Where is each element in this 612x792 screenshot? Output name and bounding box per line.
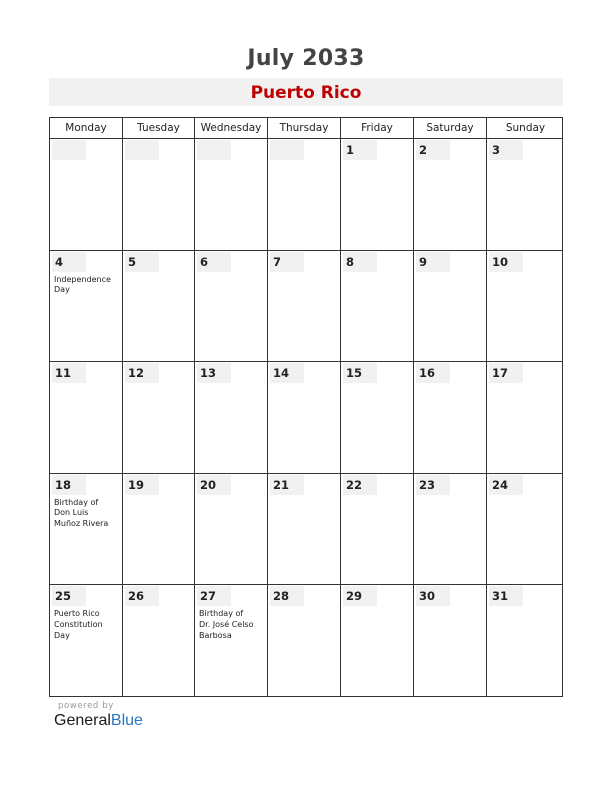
day-number bbox=[52, 140, 86, 160]
day-cell-9[interactable] bbox=[413, 251, 486, 362]
calendar-week-row bbox=[50, 139, 562, 251]
day-cell-13[interactable] bbox=[194, 362, 267, 473]
day-number: 12 bbox=[125, 363, 159, 383]
day-number: 28 bbox=[270, 586, 304, 606]
powered-by-label: powered by bbox=[58, 701, 114, 711]
day-cell-3[interactable] bbox=[486, 139, 564, 250]
day-cell-31[interactable] bbox=[486, 585, 564, 697]
day-number bbox=[270, 140, 304, 160]
day-cell-27[interactable] bbox=[194, 585, 267, 697]
day-number: 2 bbox=[416, 140, 450, 160]
day-number: 26 bbox=[125, 586, 159, 606]
day-cell-11[interactable] bbox=[50, 362, 122, 473]
day-number: 4 bbox=[52, 252, 86, 272]
holiday-label: Independence Day bbox=[54, 274, 111, 295]
calendar-title: July 2033 bbox=[247, 46, 365, 71]
day-cell-5[interactable] bbox=[122, 251, 194, 362]
day-number: 15 bbox=[343, 363, 377, 383]
generalblue-logo[interactable] bbox=[54, 712, 143, 730]
day-cell-17[interactable] bbox=[486, 362, 564, 473]
day-number: 19 bbox=[125, 475, 159, 495]
weekday-header-tuesday: Tuesday bbox=[122, 118, 194, 138]
day-cell-26[interactable] bbox=[122, 585, 194, 697]
calendar-week-row bbox=[50, 474, 562, 586]
day-number: 7 bbox=[270, 252, 304, 272]
day-cell-21[interactable] bbox=[267, 474, 340, 585]
day-cell-empty[interactable] bbox=[50, 139, 122, 250]
day-number: 21 bbox=[270, 475, 304, 495]
day-cell-20[interactable] bbox=[194, 474, 267, 585]
weekday-header-saturday: Saturday bbox=[413, 118, 486, 138]
day-number: 24 bbox=[489, 475, 523, 495]
day-number: 16 bbox=[416, 363, 450, 383]
day-cell-30[interactable] bbox=[413, 585, 486, 697]
day-number: 20 bbox=[197, 475, 231, 495]
day-number: 11 bbox=[52, 363, 86, 383]
day-cell-12[interactable] bbox=[122, 362, 194, 473]
day-number: 9 bbox=[416, 252, 450, 272]
day-number: 25 bbox=[52, 586, 86, 606]
day-cell-4[interactable] bbox=[50, 251, 122, 362]
day-number: 30 bbox=[416, 586, 450, 606]
holiday-label: Birthday of Dr. José Celso Barbosa bbox=[199, 609, 254, 640]
weekday-header-wednesday: Wednesday bbox=[194, 118, 267, 138]
weekday-header-monday: Monday bbox=[65, 122, 107, 134]
brand-blue-text: Blue bbox=[110, 712, 143, 729]
weekday-header-sunday: Sunday bbox=[486, 118, 564, 138]
day-cell-empty[interactable] bbox=[194, 139, 267, 250]
day-cell-18[interactable] bbox=[50, 474, 122, 585]
day-cell-28[interactable] bbox=[267, 585, 340, 697]
day-cell-10[interactable] bbox=[486, 251, 564, 362]
country-banner bbox=[49, 78, 563, 106]
day-number: 10 bbox=[489, 252, 523, 272]
day-number: 18 bbox=[52, 475, 86, 495]
day-cell-29[interactable] bbox=[340, 585, 413, 697]
day-cell-empty[interactable] bbox=[122, 139, 194, 250]
day-number: 6 bbox=[197, 252, 231, 272]
day-cell-15[interactable] bbox=[340, 362, 413, 473]
day-cell-empty[interactable] bbox=[267, 139, 340, 250]
brand-general-text: General bbox=[54, 712, 111, 729]
day-cell-16[interactable] bbox=[413, 362, 486, 473]
day-number: 13 bbox=[197, 363, 231, 383]
day-cell-23[interactable] bbox=[413, 474, 486, 585]
holiday-label: Puerto Rico Constitution Day bbox=[54, 609, 103, 640]
weekday-header-thursday: Thursday bbox=[267, 118, 340, 138]
day-number: 1 bbox=[343, 140, 377, 160]
weekday-header-friday: Friday bbox=[340, 118, 413, 138]
day-number: 5 bbox=[125, 252, 159, 272]
weekday-header-row bbox=[50, 118, 562, 139]
day-number bbox=[197, 140, 231, 160]
day-number: 22 bbox=[343, 475, 377, 495]
day-cell-8[interactable] bbox=[340, 251, 413, 362]
day-cell-14[interactable] bbox=[267, 362, 340, 473]
calendar-grid bbox=[49, 117, 563, 697]
country-name: Puerto Rico bbox=[250, 83, 362, 103]
calendar-week-row bbox=[50, 251, 562, 363]
day-cell-7[interactable] bbox=[267, 251, 340, 362]
day-cell-1[interactable] bbox=[340, 139, 413, 250]
day-number: 8 bbox=[343, 252, 377, 272]
day-number: 27 bbox=[197, 586, 231, 606]
day-cell-19[interactable] bbox=[122, 474, 194, 585]
calendar-week-row bbox=[50, 362, 562, 474]
day-number bbox=[125, 140, 159, 160]
day-number: 17 bbox=[489, 363, 523, 383]
day-number: 3 bbox=[489, 140, 523, 160]
day-cell-2[interactable] bbox=[413, 139, 486, 250]
day-number: 14 bbox=[270, 363, 304, 383]
day-cell-6[interactable] bbox=[194, 251, 267, 362]
calendar-week-row bbox=[50, 585, 562, 697]
day-number: 29 bbox=[343, 586, 377, 606]
day-cell-25[interactable] bbox=[50, 585, 122, 697]
day-cell-22[interactable] bbox=[340, 474, 413, 585]
day-number: 31 bbox=[489, 586, 523, 606]
day-cell-24[interactable] bbox=[486, 474, 564, 585]
holiday-label: Birthday of Don Luis Muñoz Rivera bbox=[54, 497, 109, 528]
day-number: 23 bbox=[416, 475, 450, 495]
